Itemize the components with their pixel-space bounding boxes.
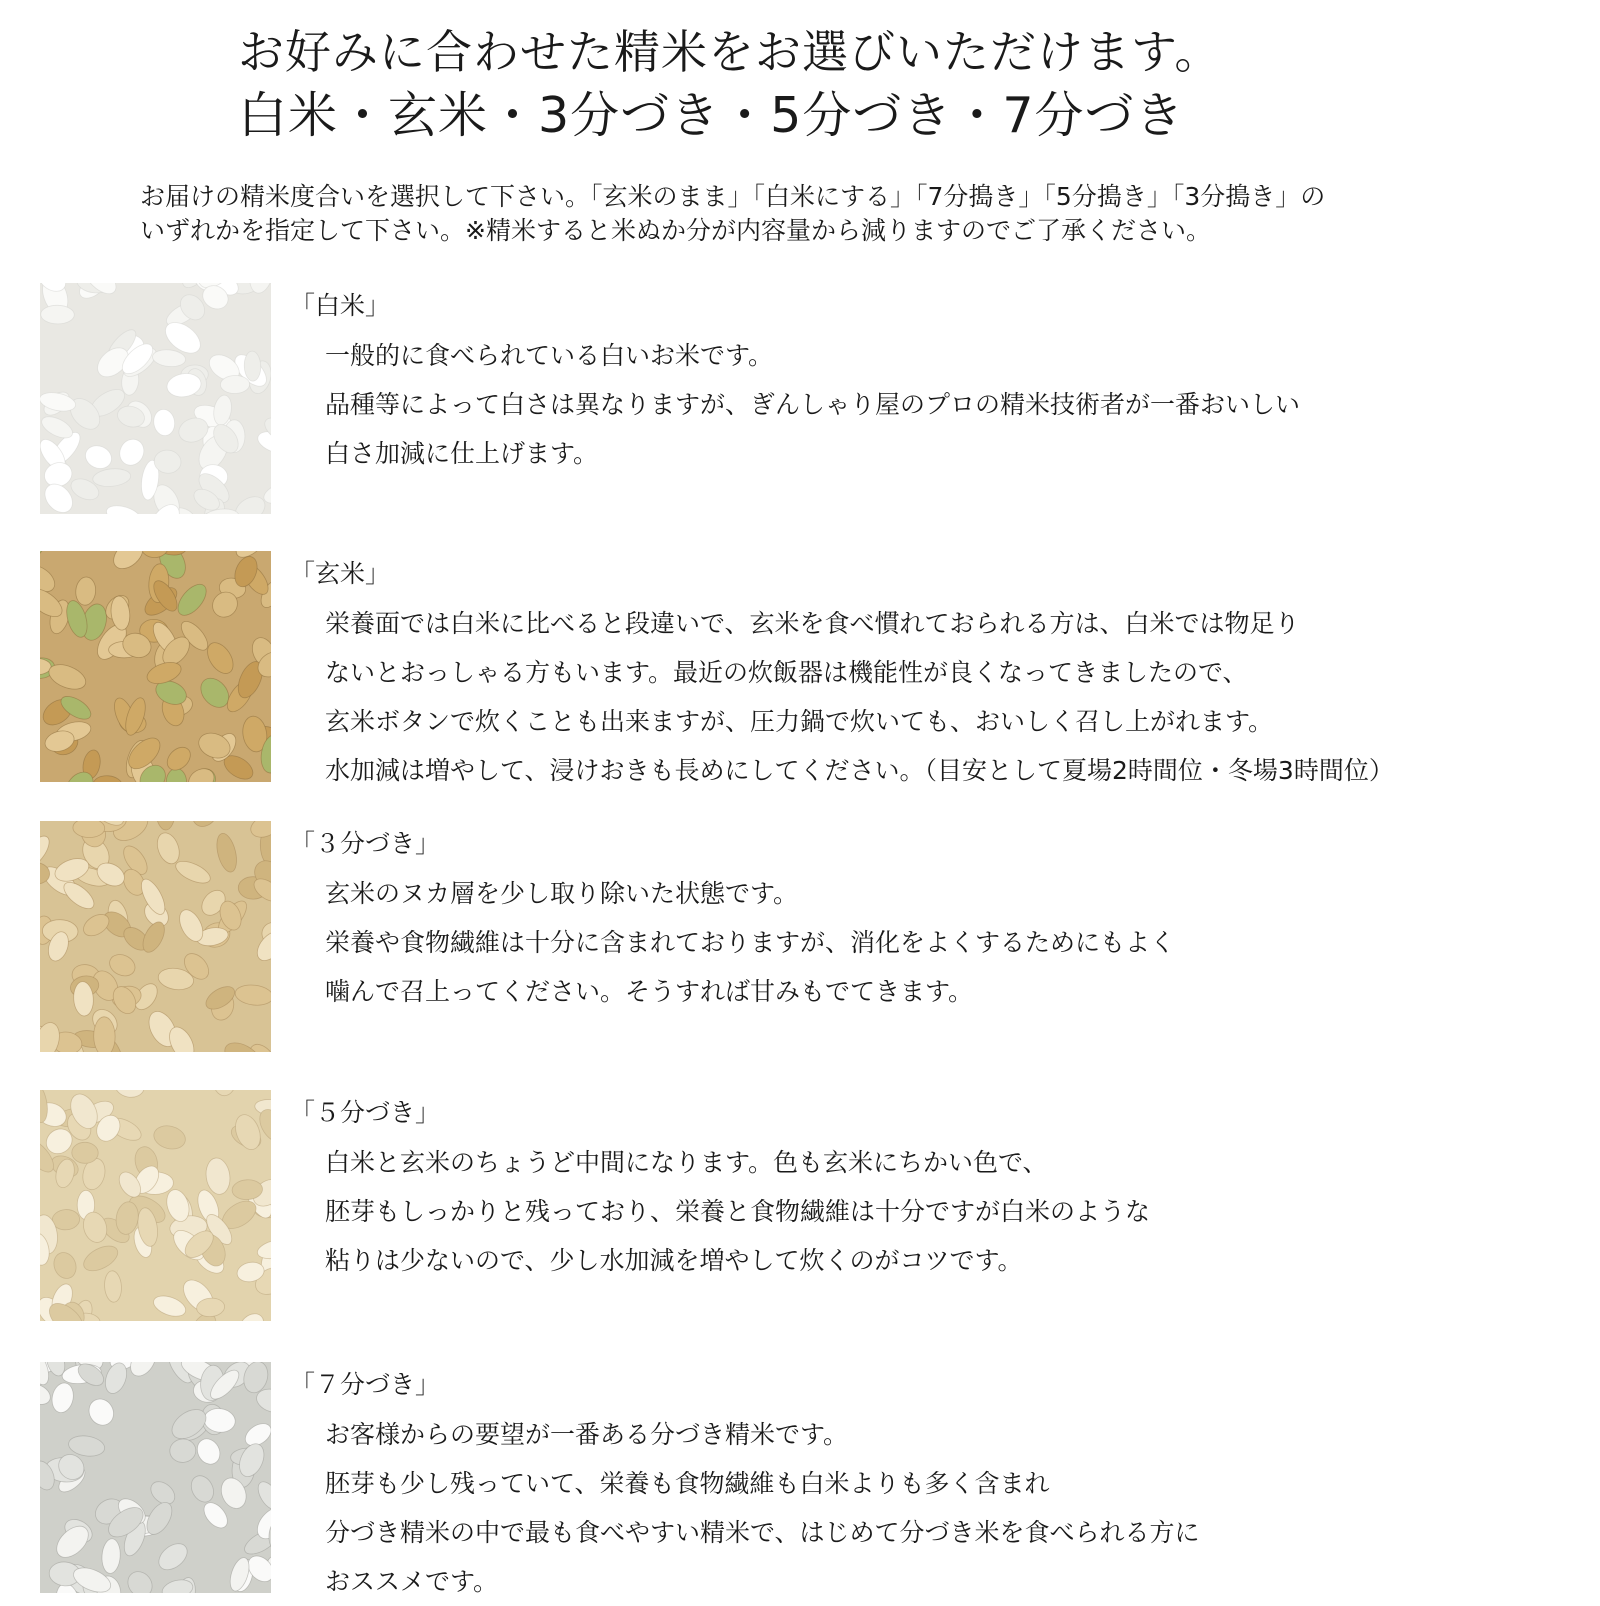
description-line: 一般的に食べられている白いお米です。 (325, 341, 774, 370)
description-line: 水加減は増やして、浸けおきも長めにしてください。（目安として夏場2時間位・冬場3時間位） (325, 756, 1394, 785)
description-line: お客様からの要望が一番ある分づき精米です。 (325, 1420, 849, 1449)
description-line: 栄養面では白米に比べると段違いで、玄米を食べ慣れておられる方は、白米では物足り (325, 609, 1300, 638)
sanbu-rice-photo (40, 821, 271, 1052)
intro-line-2: いずれかを指定して下さい。※精米すると米ぬか分が内容量から減りますのでご了承ください。 (140, 216, 1211, 245)
item-description (325, 869, 1175, 1016)
description-line: 玄米ボタンで炊くことも出来ますが、圧力鍋で炊いても、おいしく召し上がれます。 (325, 707, 1274, 736)
item-description (325, 1410, 1200, 1606)
white-rice-photo (40, 283, 271, 514)
title-line-2: 白米・玄米・3分づき・5分づき・7分づき (238, 87, 1185, 144)
description-line: ないとおっしゃる方もいます。最近の炊飯器は機能性が良くなってきましたので、 (325, 658, 1248, 687)
description-line: 白米と玄米のちょうど中間になります。色も玄米にちかい色で、 (325, 1148, 1048, 1177)
intro-text (140, 180, 1325, 248)
description-line: 粘りは少ないので、少し水加減を増やして炊くのがコツです。 (325, 1246, 1023, 1275)
gobu-rice-photo (40, 1090, 271, 1321)
title-line-1: お好みに合わせた精米をお選びいただけます。 (238, 25, 1222, 79)
brown-rice-photo (40, 551, 271, 782)
item-heading: 「７分づき」 (290, 1370, 441, 1399)
description-line: 胚芽もしっかりと残っており、栄養と食物繊維は十分ですが白米のような (325, 1197, 1151, 1226)
item-description (325, 599, 1394, 795)
description-line: おススメです。 (325, 1567, 499, 1596)
item-description (325, 1138, 1150, 1285)
description-line: 品種等によって白さは異なりますが、ぎんしゃり屋のプロの精米技術者が一番おいしい (325, 390, 1301, 419)
description-line: 玄米のヌカ層を少し取り除いた状態です。 (325, 879, 799, 908)
item-heading: 「白米」 (290, 291, 391, 320)
item-description (325, 331, 1300, 478)
item-heading: 「玄米」 (290, 559, 391, 588)
description-line: 胚芽も少し残っていて、栄養も食物繊維も白米よりも多く含まれ (325, 1469, 1050, 1498)
page-title (238, 22, 1221, 146)
item-heading: 「５分づき」 (290, 1098, 441, 1127)
item-heading: 「３分づき」 (290, 829, 441, 858)
description-line: 分づき精米の中で最も食べやすい精米で、はじめて分づき米を食べられる方に (325, 1518, 1200, 1547)
intro-line-1: お届けの精米度合いを選択して下さい。「玄米のまま」「白米にする」「7分搗き」「5分搗き」「3分搗き」の (140, 182, 1326, 211)
nanabu-rice-photo (40, 1362, 271, 1593)
description-line: 栄養や食物繊維は十分に含まれておりますが、消化をよくするためにもよく (325, 928, 1176, 957)
description-line: 白さ加減に仕上げます。 (325, 439, 599, 468)
description-line: 噛んで召上ってください。そうすれば甘みもでてきます。 (325, 977, 974, 1006)
